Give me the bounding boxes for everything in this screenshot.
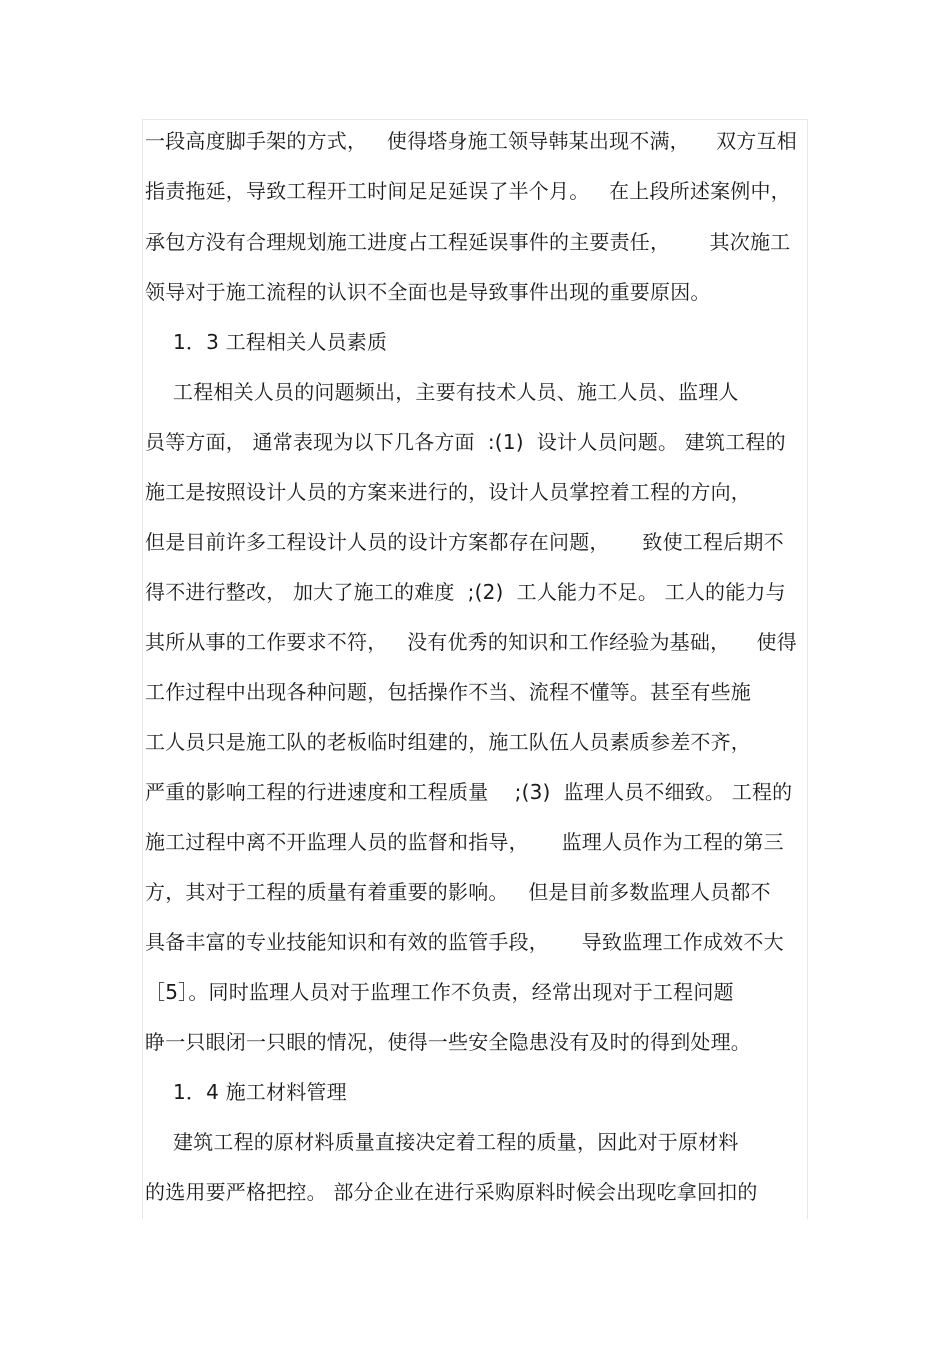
text-line: 具备丰富的专业技能知识和有效的监管手段， 导致监理工作成效不大 <box>145 930 784 954</box>
text-line: 的选用要严格把控。 部分企业在进行采购原料时候会出现吃拿回扣的 <box>145 1180 758 1204</box>
text-line: 工程相关人员的问题频出，主要有技术人员、施工人员、监理人 <box>173 380 739 404</box>
text-line: 但是目前许多工程设计人员的设计方案都存在问题， 致使工程后期不 <box>145 530 784 554</box>
text-line: 员等方面， 通常表现为以下几各方面 :(1) 设计人员问题。 建筑工程的 <box>145 430 786 454</box>
section-heading: 1．3 工程相关人员素质 <box>173 330 388 354</box>
text-line: 施工过程中离不开监理人员的监督和指导， 监理人员作为工程的第三 <box>145 830 784 854</box>
text-line: 得不进行整改， 加大了施工的难度 ;(2) 工人能力不足。 工人的能力与 <box>145 580 786 604</box>
text-line: 指责拖延，导致工程开工时间足足延误了半个月。 在上段所述案例中， <box>145 179 791 203</box>
text-line: 一段高度脚手架的方式， 使得塔身施工领导韩某出现不满， 双方互相 <box>145 129 797 153</box>
text-line: 其所从事的工作要求不符， 没有优秀的知识和工作经验为基础， 使得 <box>145 630 797 654</box>
text-line: 工人员只是施工队的老板临时组建的，施工队伍人员素质参差不齐， <box>145 730 751 754</box>
text-line: 施工是按照设计人员的方案来进行的，设计人员掌控着工程的方向， <box>145 480 751 504</box>
text-line: 领导对于施工流程的认识不全面也是导致事件出现的重要原因。 <box>145 280 711 304</box>
text-line: 严重的影响工程的行进速度和工程质量 ;(3) 监理人员不细致。 工程的 <box>145 780 793 804</box>
section-heading: 1．4 施工材料管理 <box>173 1080 347 1104</box>
text-line: 方，其对于工程的质量有着重要的影响。 但是目前多数监理人员都不 <box>145 880 771 904</box>
text-line: 承包方没有合理规划施工进度占工程延误事件的主要责任， 其次施工 <box>145 230 791 254</box>
text-line: 睁一只眼闭一只眼的情况，使得一些安全隐患没有及时的得到处理。 <box>145 1030 751 1054</box>
text-line: 工作过程中出现各种问题，包括操作不当、流程不懂等。甚至有些施 <box>145 680 751 704</box>
text-line: 建筑工程的原材料质量直接决定着工程的质量，因此对于原材料 <box>173 1130 739 1154</box>
text-line: ［5］。同时监理人员对于监理工作不负责，经常出现对于工程问题 <box>145 980 734 1004</box>
